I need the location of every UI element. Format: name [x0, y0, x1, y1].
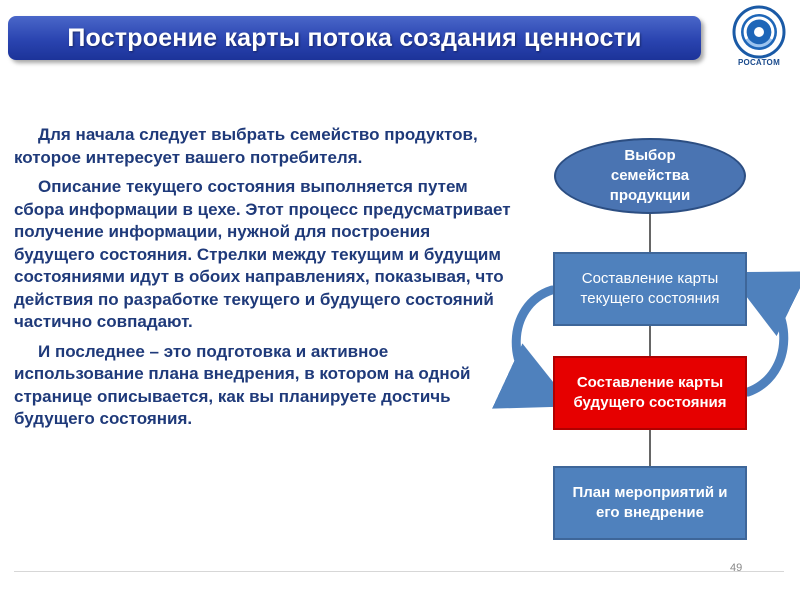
flow-step-implementation-plan	[553, 466, 747, 540]
flow-step-3-label: Составление карты будущего состояния	[573, 374, 727, 411]
slide-title: Построение карты потока создания ценности	[67, 23, 642, 52]
paragraph-2: Описание текущего состояния выполняется путем сбора информации в цехе. Этот процесс предусматривает получение информации, нужной для построения будущего состояния. Стрелки между текущим и будущим состояниями идут в обоих направлениях, показывая, что действия по разработке текущего и будущего состояний частично совпадают.	[14, 177, 511, 331]
flow-step-current-state	[553, 252, 747, 326]
paragraph-1: Для начала следует выбрать семейство продуктов, которое интересует вашего потребителя.	[14, 125, 478, 167]
flow-step-4-label: План мероприятий и его внедрение	[572, 484, 728, 521]
paragraph-3: И последнее – это подготовка и активное использование плана внедрения, в котором на одной странице описывается, как вы планируете достичь будущего состояния.	[14, 341, 471, 428]
flow-step-2-label: Составление карты текущего состояния	[580, 270, 720, 307]
flow-step-1-label: Выбор семейства продукции	[609, 147, 691, 204]
flow-step-future-state	[553, 356, 747, 430]
logo-text: РОСАТОМ	[737, 58, 781, 67]
footer-divider	[14, 571, 784, 572]
curved-arrow-left-icon	[516, 290, 552, 395]
curved-arrow-right-icon	[748, 284, 784, 392]
page-number: 49	[730, 562, 743, 574]
flow-step-product-family	[554, 138, 746, 214]
